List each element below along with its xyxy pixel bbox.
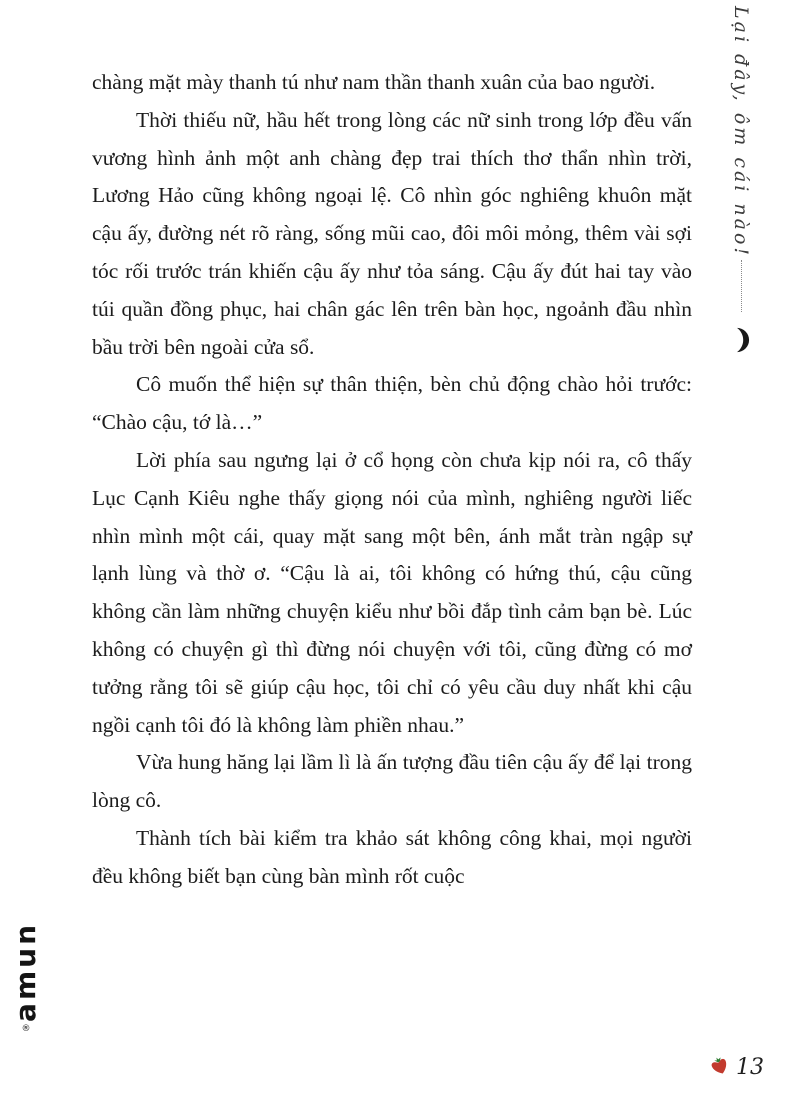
registered-trademark-mark: ® <box>21 1023 31 1034</box>
side-title-rule <box>741 260 742 312</box>
body-text <box>92 64 692 896</box>
page-footer <box>712 1055 764 1080</box>
paragraph: Vừa hung hăng lại lầm lì là ấn tượng đầu tiên cậu ấy để lại trong lòng cô. <box>92 750 692 813</box>
page-number: 13 <box>736 1055 764 1080</box>
margin-side-column <box>724 6 758 361</box>
paragraph-continuation: chàng mặt mày thanh tú như nam thần thanh xuân của bao người. <box>92 70 656 94</box>
paragraph: Lời phía sau ngưng lại ở cổ họng còn chưa kịp nói ra, cô thấy Lục Cạnh Kiêu nghe thấy giọng nói của mình, nghiêng người liếc nhìn mình một cái, quay mặt sang một bên, ánh mắt tràn ngập sự lạnh lùng và thờ ơ. “Cậu là ai, tôi không có hứng thú, cậu cũng không cần làm những chuyện kiểu như bồi đắp tình cảm bạn bè. Lúc không có chuyện gì thì đừng nói chuyện với tôi, cũng đừng có mơ tưởng rằng tôi sẽ giúp cậu học, tôi chỉ có yêu cầu duy nhất khi cậu ngồi cạnh tôi đó là không làm phiền nhau.” <box>92 447 692 737</box>
side-title-text: Lại đây, ôm cái nào! <box>730 6 752 259</box>
paragraph: Thành tích bài kiểm tra khảo sát không công khai, mọi người đều không biết bạn cùng bàn mình rốt cuộc <box>92 825 692 888</box>
paragraph: Cô muốn thể hiện sự thân thiện, bèn chủ động chào hỏi trước: “Chào cậu, tớ là…” <box>92 372 692 435</box>
strawberry-icon <box>708 1053 733 1082</box>
publisher-logo-text: amun <box>9 922 42 1022</box>
paragraph: Thời thiếu nữ, hầu hết trong lòng các nữ sinh trong lớp đều vấn vương hình ảnh một anh chàng đẹp trai thích thơ thẩn nhìn trời, Lương Hảo cũng không ngoại lệ. Cô nhìn góc nghiêng khuôn mặt cậu ấy, đường nét rõ ràng, sống mũi cao, đôi môi mỏng, thêm vài sợi tóc rối trước trán khiến cậu ấy như tỏa sáng. Cậu ấy đút hai tay vào túi quần đồng phục, hai chân gác lên trên bàn học, ngoảnh đầu nhìn bầu trời bên ngoài cửa sổ. <box>92 107 692 359</box>
crescent-moon-icon <box>724 324 750 361</box>
publisher-logo <box>9 922 42 1034</box>
